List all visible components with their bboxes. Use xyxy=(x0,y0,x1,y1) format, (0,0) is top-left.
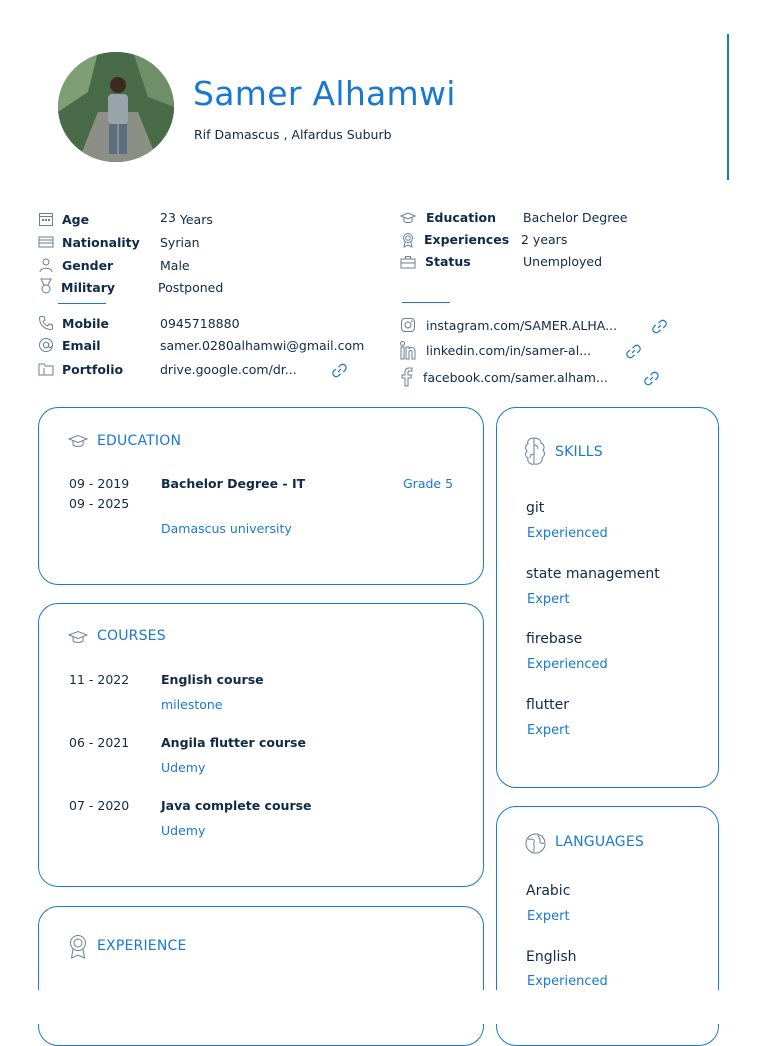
link-icon[interactable] xyxy=(332,363,347,382)
facebook-link[interactable]: facebook.com/samer.alham... xyxy=(423,370,608,385)
status-value: Unemployed xyxy=(523,254,603,269)
course-name: Java complete course xyxy=(161,798,312,813)
graduation-cap-icon xyxy=(400,210,416,230)
calendar-icon xyxy=(38,211,54,231)
graduation-cap-icon xyxy=(68,434,88,454)
military-label: Military xyxy=(61,280,116,295)
mobile-value[interactable]: 0945718880 xyxy=(160,316,240,331)
globe-icon xyxy=(525,833,546,858)
instagram-icon xyxy=(400,317,416,337)
course-date: 11 - 2022 xyxy=(69,672,130,687)
at-icon xyxy=(38,337,54,357)
linkedin-link[interactable]: linkedin.com/in/samer-al... xyxy=(426,343,592,358)
language-name: Arabic xyxy=(526,883,571,899)
brain-icon xyxy=(524,436,546,474)
language-name: English xyxy=(526,949,577,965)
education-title: EDUCATION xyxy=(97,433,182,449)
skill-level: Experienced xyxy=(527,526,608,541)
page-bottom-margin xyxy=(0,990,768,1024)
course-date: 06 - 2021 xyxy=(69,735,130,750)
instagram-link[interactable]: instagram.com/SAMER.ALHA... xyxy=(426,318,618,333)
experiences-label: Experiences xyxy=(424,232,510,247)
link-icon[interactable] xyxy=(652,319,667,338)
course-provider: milestone xyxy=(161,697,223,712)
course-name: Angila flutter course xyxy=(161,735,306,750)
gender-label: Gender xyxy=(62,258,114,273)
experience-title: EXPERIENCE xyxy=(97,938,187,954)
portfolio-link[interactable]: drive.google.com/dr... xyxy=(160,362,297,377)
facebook-icon xyxy=(400,367,414,391)
award-icon xyxy=(67,934,89,964)
briefcase-icon xyxy=(400,254,416,274)
medal-icon xyxy=(38,278,54,298)
military-value: Postponed xyxy=(158,280,224,295)
course-provider: Udemy xyxy=(161,760,206,775)
education-school: Damascus university xyxy=(161,521,292,536)
personal-divider xyxy=(58,303,106,304)
nationality-value: Syrian xyxy=(160,235,200,250)
phone-icon xyxy=(38,315,54,335)
skill-name: flutter xyxy=(526,697,570,713)
language-level: Expert xyxy=(527,909,570,924)
linkedin-icon xyxy=(399,340,417,364)
education-label: Education xyxy=(426,210,496,225)
portfolio-label: Portfolio xyxy=(62,362,124,377)
header-accent-bar xyxy=(727,34,729,180)
candidate-address: Rif Damascus , Alfardus Suburb xyxy=(194,127,392,142)
gender-icon xyxy=(38,257,54,277)
course-name: English course xyxy=(161,672,264,687)
skill-level: Experienced xyxy=(527,657,608,672)
courses-title: COURSES xyxy=(97,628,166,644)
professional-divider xyxy=(402,302,450,303)
education-degree: Bachelor Degree - IT xyxy=(161,476,306,491)
award-icon xyxy=(400,232,416,252)
experiences-value: 2 years xyxy=(521,232,568,247)
skill-name: firebase xyxy=(526,631,583,647)
mobile-label: Mobile xyxy=(62,316,110,331)
age-value: 23 Years xyxy=(160,210,213,227)
link-icon[interactable] xyxy=(644,371,659,390)
id-card-icon xyxy=(38,234,54,254)
skills-title: SKILLS xyxy=(555,444,603,460)
nationality-label: Nationality xyxy=(62,235,140,250)
age-label: Age xyxy=(62,212,90,227)
profile-photo xyxy=(58,52,174,162)
education-start-date: 09 - 2019 xyxy=(69,476,130,491)
email-value[interactable]: samer.0280alhamwi@gmail.com xyxy=(160,338,365,353)
skill-level: Expert xyxy=(527,723,570,738)
graduation-cap-icon xyxy=(68,630,88,650)
status-label: Status xyxy=(425,254,471,269)
languages-title: LANGUAGES xyxy=(555,834,644,850)
experience-card xyxy=(38,906,484,1046)
skill-level: Expert xyxy=(527,592,570,607)
course-provider: Udemy xyxy=(161,823,206,838)
language-level: Experienced xyxy=(527,974,608,989)
gender-value: Male xyxy=(160,258,190,273)
education-end-date: 09 - 2025 xyxy=(69,496,130,511)
email-label: Email xyxy=(62,338,101,353)
skill-name: git xyxy=(526,500,545,516)
candidate-name: Samer Alhamwi xyxy=(193,74,456,113)
education-grade: Grade 5 xyxy=(403,476,454,491)
skill-name: state management xyxy=(526,566,660,582)
folder-icon xyxy=(38,361,54,381)
education-value: Bachelor Degree xyxy=(523,210,628,225)
link-icon[interactable] xyxy=(626,344,641,363)
course-date: 07 - 2020 xyxy=(69,798,130,813)
